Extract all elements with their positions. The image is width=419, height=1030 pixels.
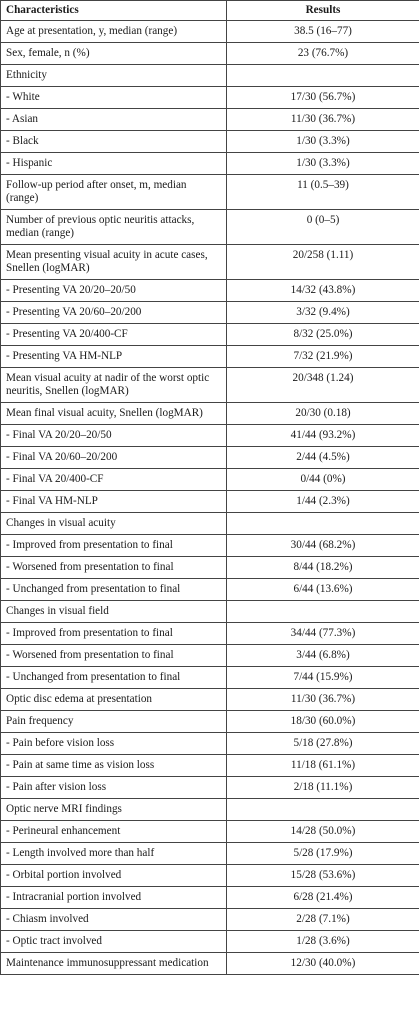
- result-cell: 8/32 (25.0%): [227, 324, 419, 346]
- table-row: [1, 953, 419, 975]
- characteristic-cell: Mean presenting visual acuity in acute cases, Snellen (logMAR): [1, 245, 227, 280]
- characteristic-cell: - White: [1, 87, 227, 109]
- result-cell: 11/18 (61.1%): [227, 755, 419, 777]
- table-row: [1, 469, 419, 491]
- result-cell: 8/44 (18.2%): [227, 557, 419, 579]
- characteristic-cell: - Perineural enhancement: [1, 821, 227, 843]
- result-cell: 2/28 (7.1%): [227, 909, 419, 931]
- result-cell: 20/258 (1.11): [227, 245, 419, 280]
- characteristic-cell: - Black: [1, 131, 227, 153]
- result-cell: 20/348 (1.24): [227, 368, 419, 403]
- characteristic-cell: - Asian: [1, 109, 227, 131]
- characteristic-cell: - Optic tract involved: [1, 931, 227, 953]
- characteristic-cell: - Final VA 20/20–20/50: [1, 425, 227, 447]
- result-cell: 11/30 (36.7%): [227, 109, 419, 131]
- result-cell: 6/44 (13.6%): [227, 579, 419, 601]
- table-header-row: [1, 1, 419, 21]
- table-row: [1, 447, 419, 469]
- characteristic-cell: - Presenting VA 20/20–20/50: [1, 280, 227, 302]
- table-row: [1, 777, 419, 799]
- table-row: [1, 557, 419, 579]
- table-row: [1, 733, 419, 755]
- table-row: [1, 153, 419, 175]
- table-row: [1, 535, 419, 557]
- result-cell: [227, 513, 419, 535]
- characteristic-cell: - Final VA 20/60–20/200: [1, 447, 227, 469]
- characteristic-cell: - Pain at same time as vision loss: [1, 755, 227, 777]
- table-row: [1, 689, 419, 711]
- characteristic-cell: - Final VA 20/400-CF: [1, 469, 227, 491]
- result-cell: 5/28 (17.9%): [227, 843, 419, 865]
- characteristic-cell: Changes in visual acuity: [1, 513, 227, 535]
- characteristic-cell: Optic nerve MRI findings: [1, 799, 227, 821]
- table-row: [1, 909, 419, 931]
- result-cell: 41/44 (93.2%): [227, 425, 419, 447]
- table-row: [1, 280, 419, 302]
- result-cell: 0 (0–5): [227, 210, 419, 245]
- result-cell: 14/28 (50.0%): [227, 821, 419, 843]
- result-cell: [227, 799, 419, 821]
- characteristic-cell: - Presenting VA 20/400-CF: [1, 324, 227, 346]
- result-cell: 23 (76.7%): [227, 43, 419, 65]
- result-cell: 11 (0.5–39): [227, 175, 419, 210]
- table-row: [1, 623, 419, 645]
- table-row: [1, 21, 419, 43]
- result-cell: 11/30 (36.7%): [227, 689, 419, 711]
- characteristic-cell: - Final VA HM-NLP: [1, 491, 227, 513]
- characteristic-cell: - Intracranial portion involved: [1, 887, 227, 909]
- result-cell: 20/30 (0.18): [227, 403, 419, 425]
- table-row: [1, 43, 419, 65]
- characteristic-cell: - Pain after vision loss: [1, 777, 227, 799]
- characteristic-cell: Mean visual acuity at nadir of the worst optic neuritis, Snellen (logMAR): [1, 368, 227, 403]
- characteristic-cell: - Length involved more than half: [1, 843, 227, 865]
- characteristic-cell: - Orbital portion involved: [1, 865, 227, 887]
- characteristic-cell: Ethnicity: [1, 65, 227, 87]
- table-row: [1, 403, 419, 425]
- header-characteristics: Characteristics: [1, 1, 227, 21]
- result-cell: [227, 65, 419, 87]
- result-cell: 1/30 (3.3%): [227, 153, 419, 175]
- result-cell: 0/44 (0%): [227, 469, 419, 491]
- result-cell: 18/30 (60.0%): [227, 711, 419, 733]
- result-cell: 5/18 (27.8%): [227, 733, 419, 755]
- result-cell: 6/28 (21.4%): [227, 887, 419, 909]
- characteristic-cell: - Unchanged from presentation to final: [1, 579, 227, 601]
- result-cell: 12/30 (40.0%): [227, 953, 419, 975]
- table-row: [1, 821, 419, 843]
- table-row: [1, 601, 419, 623]
- table-row: [1, 491, 419, 513]
- table-row: [1, 755, 419, 777]
- table-row: [1, 346, 419, 368]
- table-row: [1, 368, 419, 403]
- characteristic-cell: Sex, female, n (%): [1, 43, 227, 65]
- result-cell: 14/32 (43.8%): [227, 280, 419, 302]
- result-cell: 15/28 (53.6%): [227, 865, 419, 887]
- characteristic-cell: Follow-up period after onset, m, median (range): [1, 175, 227, 210]
- table-body: [1, 21, 419, 975]
- table-row: [1, 425, 419, 447]
- header-results: Results: [227, 1, 419, 21]
- characteristic-cell: Age at presentation, y, median (range): [1, 21, 227, 43]
- characteristic-cell: - Improved from presentation to final: [1, 535, 227, 557]
- table-row: [1, 87, 419, 109]
- characteristic-cell: - Improved from presentation to final: [1, 623, 227, 645]
- result-cell: 34/44 (77.3%): [227, 623, 419, 645]
- characteristic-cell: Number of previous optic neuritis attacks, median (range): [1, 210, 227, 245]
- characteristic-cell: - Unchanged from presentation to final: [1, 667, 227, 689]
- characteristic-cell: - Presenting VA 20/60–20/200: [1, 302, 227, 324]
- result-cell: 38.5 (16–77): [227, 21, 419, 43]
- table-row: [1, 513, 419, 535]
- result-cell: [227, 601, 419, 623]
- table-row: [1, 65, 419, 87]
- characteristic-cell: - Worsened from presentation to final: [1, 645, 227, 667]
- characteristic-cell: - Hispanic: [1, 153, 227, 175]
- result-cell: 2/44 (4.5%): [227, 447, 419, 469]
- characteristic-cell: - Pain before vision loss: [1, 733, 227, 755]
- result-cell: 2/18 (11.1%): [227, 777, 419, 799]
- table-row: [1, 711, 419, 733]
- result-cell: 30/44 (68.2%): [227, 535, 419, 557]
- table-row: [1, 175, 419, 210]
- table-row: [1, 667, 419, 689]
- table-row: [1, 109, 419, 131]
- characteristic-cell: - Worsened from presentation to final: [1, 557, 227, 579]
- result-cell: 7/32 (21.9%): [227, 346, 419, 368]
- table-row: [1, 579, 419, 601]
- result-cell: 7/44 (15.9%): [227, 667, 419, 689]
- table-row: [1, 799, 419, 821]
- result-cell: 1/44 (2.3%): [227, 491, 419, 513]
- characteristic-cell: - Presenting VA HM-NLP: [1, 346, 227, 368]
- table-row: [1, 865, 419, 887]
- table-row: [1, 131, 419, 153]
- characteristic-cell: - Chiasm involved: [1, 909, 227, 931]
- table-row: [1, 324, 419, 346]
- table-row: [1, 887, 419, 909]
- result-cell: 1/30 (3.3%): [227, 131, 419, 153]
- characteristic-cell: Changes in visual field: [1, 601, 227, 623]
- characteristic-cell: Mean final visual acuity, Snellen (logMAR): [1, 403, 227, 425]
- table-row: [1, 843, 419, 865]
- table-row: [1, 210, 419, 245]
- result-cell: 3/32 (9.4%): [227, 302, 419, 324]
- characteristic-cell: Maintenance immunosuppressant medication: [1, 953, 227, 975]
- result-cell: 3/44 (6.8%): [227, 645, 419, 667]
- result-cell: 17/30 (56.7%): [227, 87, 419, 109]
- result-cell: 1/28 (3.6%): [227, 931, 419, 953]
- table-row: [1, 931, 419, 953]
- table-row: [1, 245, 419, 280]
- table-row: [1, 302, 419, 324]
- characteristic-cell: Optic disc edema at presentation: [1, 689, 227, 711]
- characteristic-cell: Pain frequency: [1, 711, 227, 733]
- table-row: [1, 645, 419, 667]
